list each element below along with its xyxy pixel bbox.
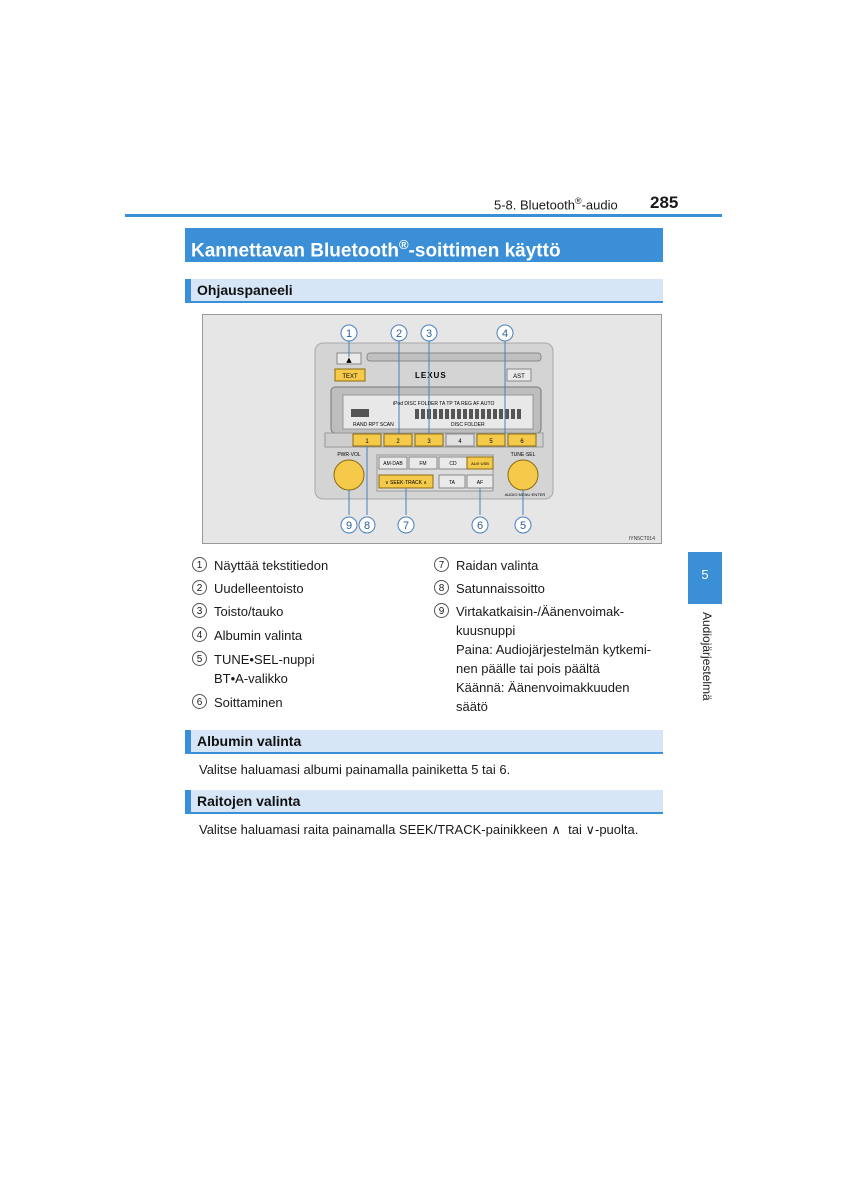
seek-down-icon: ∨ bbox=[585, 822, 595, 837]
preset-number: 2 bbox=[396, 439, 400, 445]
pwr-vol-label: PWR·VOL bbox=[337, 452, 361, 458]
callout-number: 9 bbox=[345, 520, 353, 532]
header-rule bbox=[125, 214, 722, 217]
legend-item bbox=[192, 626, 422, 646]
tune-sel-knob bbox=[508, 460, 538, 490]
display-segment bbox=[457, 409, 461, 419]
source-label: CD bbox=[449, 461, 457, 467]
running-head bbox=[480, 193, 720, 215]
callout-number: 5 bbox=[519, 520, 527, 532]
preset-number: 3 bbox=[427, 439, 431, 445]
display-segment bbox=[511, 409, 515, 419]
legend-number: 1 bbox=[192, 557, 207, 572]
legend-number: 5 bbox=[192, 651, 207, 666]
legend-item bbox=[434, 556, 664, 576]
display-segment bbox=[487, 409, 491, 419]
display-segment bbox=[505, 409, 509, 419]
control-panel-figure bbox=[202, 314, 662, 544]
display-segment bbox=[415, 409, 419, 419]
display-segment bbox=[351, 409, 369, 417]
subhead-tracks bbox=[185, 790, 663, 814]
preset-number: 6 bbox=[520, 439, 524, 445]
display-segment bbox=[451, 409, 455, 419]
display-line1: iPod DISC FOLDER TA TP TA REG AF AUTO bbox=[393, 401, 495, 407]
display-segment bbox=[463, 409, 467, 419]
display-segment bbox=[475, 409, 479, 419]
legend-number: 7 bbox=[434, 557, 449, 572]
display-segment bbox=[517, 409, 521, 419]
image-id: IYN5CT014 bbox=[628, 536, 655, 542]
subhead-accent bbox=[185, 790, 191, 812]
preset-number: 1 bbox=[365, 439, 369, 445]
legend-item bbox=[192, 693, 422, 713]
legend-text: Käännä: Äänenvoimakkuuden säätö bbox=[456, 680, 630, 714]
callout-number: 4 bbox=[501, 328, 509, 340]
legend-text: Satunnaissoitto bbox=[456, 581, 545, 596]
subhead-album bbox=[185, 730, 663, 754]
callout-number: 2 bbox=[395, 328, 403, 340]
display-segment bbox=[469, 409, 473, 419]
legend-item bbox=[192, 579, 422, 599]
subhead-label: Albumin valinta bbox=[197, 733, 302, 749]
legend-number: 8 bbox=[434, 580, 449, 595]
legend-text: kuusnuppi bbox=[456, 623, 516, 638]
lower-label: ∨ SEEK·TRACK ∧ bbox=[384, 480, 428, 486]
subhead-label: Ohjauspaneeli bbox=[197, 282, 293, 298]
subhead-accent bbox=[185, 279, 191, 301]
legend-number: 2 bbox=[192, 580, 207, 595]
lower-label: TA bbox=[448, 480, 456, 486]
page-title: Kannettavan Bluetooth®-soittimen käyttö bbox=[185, 228, 663, 262]
display-segment bbox=[433, 409, 437, 419]
callout-number: 8 bbox=[363, 520, 371, 532]
legend-item bbox=[434, 602, 664, 714]
display-segment bbox=[493, 409, 497, 419]
legend-text: Soittaminen bbox=[214, 695, 283, 710]
pwr-vol-knob bbox=[334, 460, 364, 490]
source-label: AM·DAB bbox=[383, 461, 403, 467]
display-line3: DISC FOLDER bbox=[451, 422, 485, 428]
source-label: AUX·USB bbox=[471, 461, 489, 466]
control-panel-illustration bbox=[203, 315, 661, 543]
legend-text: Albumin valinta bbox=[214, 628, 303, 643]
chapter-label: Audiojärjestelmä bbox=[700, 612, 714, 701]
legend-text: Paina: Audiojärjestelmän kytkemi- bbox=[456, 642, 652, 657]
subhead-label: Raitojen valinta bbox=[197, 793, 301, 809]
legend-number: 9 bbox=[434, 603, 449, 618]
legend-text: TUNE•SEL-nuppi bbox=[214, 652, 315, 667]
legend-text: Toisto/tauko bbox=[214, 604, 284, 619]
legend-text: Virtakatkaisin-/Äänenvoimak- bbox=[456, 604, 625, 619]
legend-item bbox=[192, 602, 422, 622]
preset-number: 5 bbox=[489, 439, 493, 445]
tune-sel-sublabel: AUDIO MENU·ENTER bbox=[504, 492, 546, 497]
display-segment bbox=[439, 409, 443, 419]
legend-number: 3 bbox=[192, 603, 207, 618]
album-paragraph: Valitse haluamasi albumi painamalla painiketta 5 tai 6. bbox=[199, 762, 511, 777]
preset-number: 4 bbox=[458, 439, 462, 445]
lower-label: AF bbox=[476, 480, 484, 486]
legend-text: Raidan valinta bbox=[456, 558, 539, 573]
callout-number: 1 bbox=[345, 328, 353, 340]
callout-number: 6 bbox=[476, 520, 484, 532]
seek-up-icon: ∧ bbox=[551, 822, 561, 837]
callout-number: 7 bbox=[402, 520, 410, 532]
legend-number: 4 bbox=[192, 627, 207, 642]
legend-text: Uudelleentoisto bbox=[214, 581, 304, 596]
brand-logo: LEXUS bbox=[415, 371, 447, 380]
cd-slot bbox=[367, 353, 541, 361]
chapter-tab: 5 bbox=[688, 552, 722, 604]
legend-item bbox=[434, 579, 664, 599]
source-label: FM bbox=[419, 461, 427, 467]
legend-number: 6 bbox=[192, 694, 207, 709]
display-segment bbox=[481, 409, 485, 419]
section-label: 5-8. Bluetooth®-audio bbox=[494, 196, 618, 213]
legend-text: BT•A-valikko bbox=[214, 671, 288, 686]
subhead-control-panel bbox=[185, 279, 663, 303]
tune-sel-label: TUNE·SEL bbox=[510, 452, 536, 458]
legend-item bbox=[192, 556, 422, 576]
display-segment bbox=[421, 409, 425, 419]
ast-label: AST bbox=[513, 374, 525, 380]
subhead-accent bbox=[185, 730, 191, 752]
callout-number: 3 bbox=[425, 328, 433, 340]
display-line2: RAND RPT SCAN bbox=[353, 422, 394, 428]
display-segment bbox=[499, 409, 503, 419]
page-number: 285 bbox=[650, 193, 679, 212]
legend-text: Näyttää tekstitiedon bbox=[214, 558, 329, 573]
legend-text: nen päälle tai pois päältä bbox=[456, 661, 600, 676]
tracks-paragraph: Valitse haluamasi raita painamalla SEEK/TRACK-painikkeen ∧ tai ∨-puolta. bbox=[199, 822, 639, 837]
eject-label: ▲ bbox=[346, 356, 352, 364]
legend-item bbox=[192, 650, 422, 690]
display-segment bbox=[445, 409, 449, 419]
text-button-label: TEXT bbox=[342, 374, 358, 380]
